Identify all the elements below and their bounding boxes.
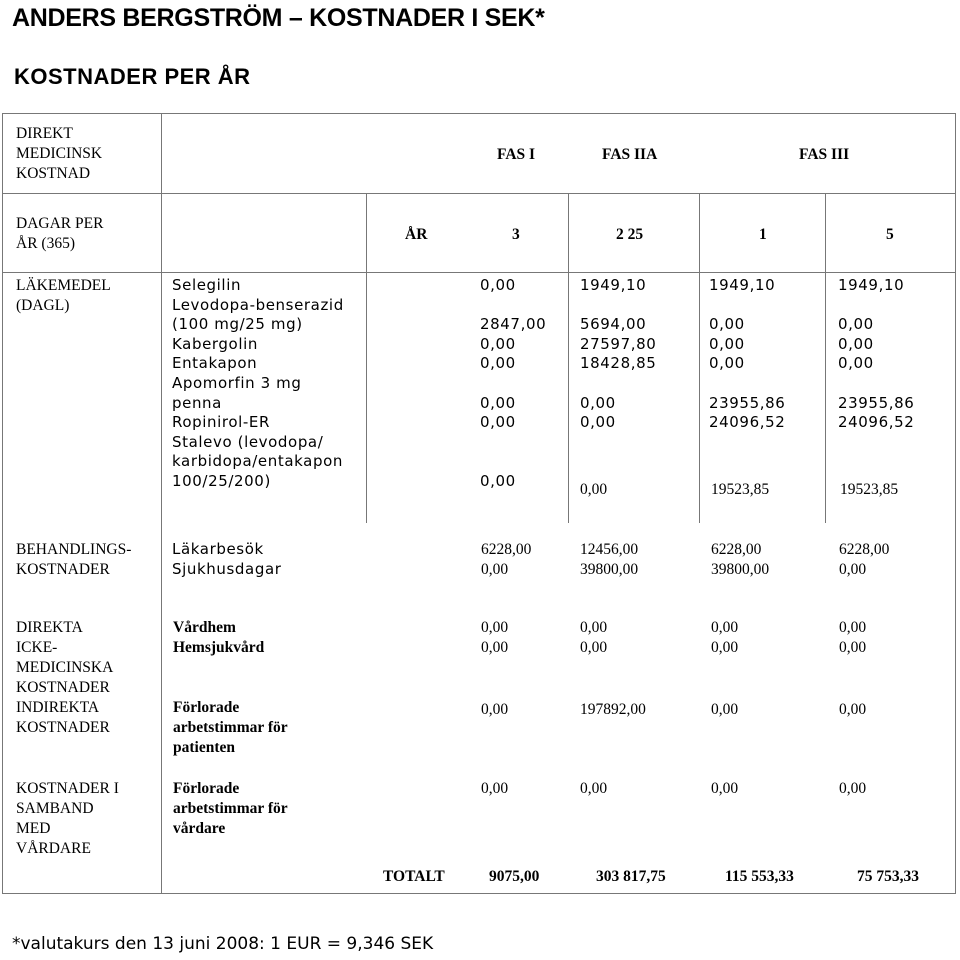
year-label: ÅR: [405, 226, 428, 243]
cost-value: [480, 296, 546, 316]
carer-items: Förlorade arbetstimmar för vårdare: [173, 780, 288, 837]
total-value: 9075,00: [489, 868, 540, 885]
cost-value: [480, 374, 546, 394]
nonmedical-label: DIREKTA ICKE- MEDICINSKA KOSTNADER: [16, 619, 114, 696]
drug-name: 100/25/200): [172, 471, 271, 490]
drug-values-fas-iii-a: [709, 276, 785, 433]
cost-value: 24096,52: [709, 413, 786, 432]
days-label: DAGAR PER ÅR (365): [16, 215, 104, 252]
total-value: 75 753,33: [857, 868, 919, 885]
indirect-value: 197892,00: [580, 701, 646, 718]
drug-name: Kabergolin: [172, 334, 258, 353]
total-value: 115 553,33: [725, 868, 794, 885]
indirect-value: 0,00: [839, 701, 867, 718]
cost-value: [709, 374, 785, 394]
days-value: 1: [759, 226, 767, 243]
drug-values-fas-iia: [580, 276, 656, 433]
cost-value: 0,00: [838, 315, 874, 334]
treatment-values-fas-i: 6228,00 0,00: [481, 541, 532, 578]
page-subtitle: KOSTNADER PER ÅR: [14, 64, 251, 89]
cost-value: 23955,86: [709, 393, 786, 412]
treatment-values-fas-iia: 12456,00 39800,00: [580, 541, 639, 578]
nonmedical-values: 0,00 0,00: [839, 619, 867, 656]
drug-name: Apomorfin 3 mg: [172, 373, 302, 392]
footnote: *valutakurs den 13 juni 2008: 1 EUR = 9,346 SEK: [12, 934, 434, 954]
carer-value: 0,00: [580, 780, 608, 797]
total-value: 303 817,75: [596, 868, 666, 885]
indirect-items: Förlorade arbetstimmar för patienten: [173, 699, 288, 756]
nonmedical-values: 0,00 0,00: [580, 619, 608, 656]
cost-value: 0,00: [709, 354, 745, 373]
cost-value: 0,00: [838, 334, 874, 353]
cost-value: 0,00: [480, 393, 516, 412]
cost-value: 1949,10: [709, 276, 776, 294]
cost-value: 0,00: [480, 334, 516, 353]
cost-value: [580, 296, 656, 316]
cost-value: 23955,86: [838, 393, 915, 412]
drug-name: Entakapon: [172, 354, 258, 373]
page-title: ANDERS BERGSTRÖM – KOSTNADER I SEK*: [12, 4, 545, 32]
carer-value: 0,00: [711, 780, 739, 797]
drug-name: Ropinirol-ER: [172, 413, 270, 432]
drug-name: Selegilin: [172, 276, 242, 294]
cost-value: [480, 433, 546, 453]
carer-label: KOSTNADER I SAMBAND MED VÅRDARE: [16, 780, 119, 857]
cost-value: 2847,00: [480, 315, 547, 334]
stalevo-value: 19523,85: [840, 481, 899, 498]
cost-value: 0,00: [580, 413, 616, 432]
stalevo-value: 19523,85: [711, 481, 770, 498]
drug-name: karbidopa/entakapon: [172, 452, 343, 471]
header-label: DIREKT MEDICINSK KOSTNAD: [16, 125, 103, 182]
days-value: 5: [886, 226, 894, 243]
treatment-values-fas-iii-b: 6228,00 0,00: [839, 541, 890, 578]
cost-value: 18428,85: [580, 354, 657, 373]
cost-value: 0,00: [709, 315, 745, 334]
drugs-label: LÄKEMEDEL (DAGL): [16, 277, 111, 314]
drug-name: penna: [172, 393, 222, 412]
cost-value: 5694,00: [580, 315, 647, 334]
nonmedical-values: 0,00 0,00: [711, 619, 739, 656]
col-header-fas-iii: FAS III: [799, 146, 850, 163]
treatment-values-fas-iii-a: 6228,00 39800,00: [711, 541, 770, 578]
nonmedical-values: 0,00 0,00: [481, 619, 509, 656]
cost-value: 0,00: [480, 276, 516, 294]
cost-value: 0,00: [709, 334, 745, 353]
drug-name: Levodopa-benserazid: [172, 295, 344, 314]
cost-value: [580, 374, 656, 394]
cost-value: [709, 296, 785, 316]
cost-value: [838, 374, 914, 394]
cost-value: [480, 452, 546, 472]
cost-value: 0,00: [480, 354, 516, 373]
drug-list: [172, 276, 344, 492]
indirect-value: 0,00: [481, 701, 509, 718]
carer-value: 0,00: [839, 780, 867, 797]
days-value: 3: [512, 226, 520, 243]
total-label: TOTALT: [383, 868, 445, 885]
treatment-label: BEHANDLINGS- KOSTNADER: [16, 541, 132, 578]
drug-values-fas-iii-b: [838, 276, 914, 433]
col-header-fas-i: FAS I: [497, 146, 536, 163]
cost-value: 1949,10: [580, 276, 647, 294]
stalevo-value: 0,00: [580, 481, 608, 498]
cost-value: 0,00: [838, 354, 874, 373]
cost-value: 1949,10: [838, 276, 905, 294]
drug-name: Stalevo (levodopa/: [172, 432, 324, 451]
col-header-fas-iia: FAS IIA: [602, 146, 658, 163]
cost-value: 27597,80: [580, 334, 657, 353]
cost-value: 24096,52: [838, 413, 915, 432]
drug-values-fas-i: [480, 276, 546, 492]
indirect-label: INDIREKTA KOSTNADER: [16, 699, 110, 736]
cost-value: 0,00: [480, 471, 516, 490]
days-value: 2 25: [616, 226, 644, 243]
carer-value: 0,00: [481, 780, 509, 797]
drug-name: (100 mg/25 mg): [172, 315, 303, 334]
cost-value: 0,00: [480, 413, 516, 432]
cost-value: [838, 296, 914, 316]
cost-value: 0,00: [580, 393, 616, 412]
indirect-value: 0,00: [711, 701, 739, 718]
nonmedical-items: Vårdhem Hemsjukvård: [173, 619, 265, 656]
treatment-items: Läkarbesök Sjukhusdagar: [172, 540, 282, 578]
